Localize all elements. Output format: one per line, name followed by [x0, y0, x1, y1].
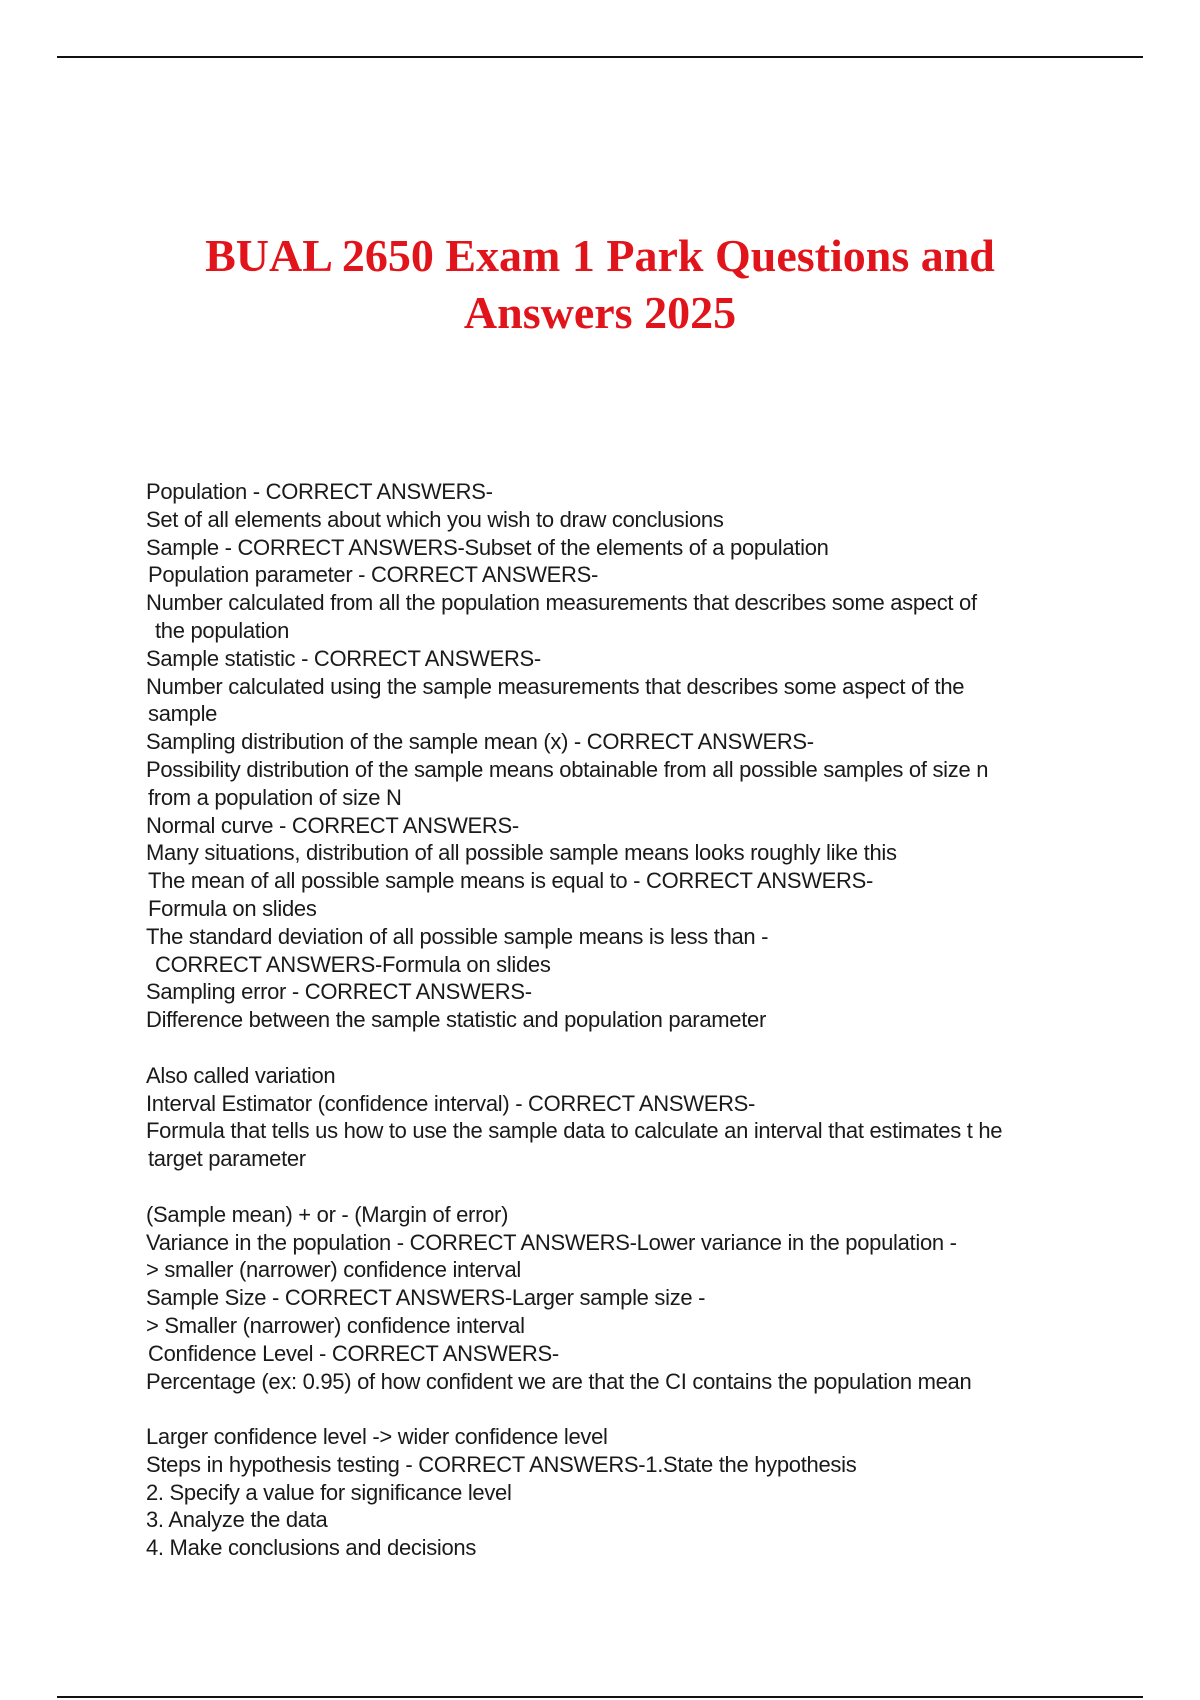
- body-line: Sample statistic - CORRECT ANSWERS-: [146, 645, 541, 671]
- blank-line: [146, 1034, 1146, 1062]
- body-line: Formula that tells us how to use the sample data to calculate an interval that estimates t he: [146, 1118, 1003, 1144]
- body-line: Sampling distribution of the sample mean (x) - CORRECT ANSWERS-: [146, 729, 814, 755]
- body-line: Interval Estimator (confidence interval) - CORRECT ANSWERS-: [146, 1090, 756, 1116]
- document-title: [60, 227, 1140, 341]
- body-line: Larger confidence level -> wider confidence level: [146, 1424, 608, 1450]
- body-line: Sample - CORRECT ANSWERS-Subset of the elements of a population: [146, 534, 829, 560]
- body-line: Also called variation: [146, 1062, 336, 1088]
- top-rule: [57, 56, 1143, 58]
- body-line: Number calculated from all the population measurements that describes some aspect of: [146, 590, 977, 616]
- body-line: from a population of size N: [148, 784, 402, 810]
- body-line: Possibility distribution of the sample means obtainable from all possible samples of size n: [146, 756, 989, 782]
- blank-line: [146, 1173, 1146, 1201]
- body-line: > Smaller (narrower) confidence interval: [146, 1312, 525, 1338]
- body-line: Number calculated using the sample measurements that describes some aspect of the: [146, 673, 965, 699]
- body-line: the population: [155, 617, 290, 643]
- body-line: The mean of all possible sample means is equal to - CORRECT ANSWERS-: [148, 868, 874, 894]
- body-line: > smaller (narrower) confidence interval: [146, 1257, 521, 1283]
- body-line: sample: [148, 701, 218, 727]
- body-line: Population - CORRECT ANSWERS-: [146, 479, 493, 504]
- body-line: Sample Size - CORRECT ANSWERS-Larger sample size -: [146, 1285, 706, 1311]
- body-line: Set of all elements about which you wish to draw conclusions: [146, 506, 724, 532]
- body-line: Confidence Level - CORRECT ANSWERS-: [148, 1340, 559, 1366]
- blank-line: [146, 1395, 1146, 1423]
- title-line-2: Answers 2025: [463, 287, 737, 338]
- body-line: Formula on slides: [148, 895, 317, 921]
- body-line: Normal curve - CORRECT ANSWERS-: [146, 812, 519, 838]
- body-line: Difference between the sample statistic and population parameter: [146, 1007, 766, 1033]
- body-line: Variance in the population - CORRECT ANSWERS-Lower variance in the population -: [146, 1229, 957, 1255]
- body-line: Steps in hypothesis testing - CORRECT ANSWERS-1.State the hypothesis: [146, 1451, 857, 1477]
- document-body: [146, 478, 1146, 1562]
- body-line: 3. Analyze the data: [146, 1507, 328, 1533]
- body-line: CORRECT ANSWERS-Formula on slides: [155, 951, 551, 977]
- bottom-rule: [57, 1696, 1143, 1698]
- title-line-1: BUAL 2650 Exam 1 Park Questions and: [205, 230, 995, 281]
- body-line: Percentage (ex: 0.95) of how confident we are that the CI contains the population mean: [146, 1368, 972, 1394]
- body-line: Sampling error - CORRECT ANSWERS-: [146, 979, 532, 1005]
- body-line: The standard deviation of all possible sample means is less than -: [146, 923, 769, 949]
- body-line: Many situations, distribution of all possible sample means looks roughly like this: [146, 840, 897, 866]
- body-line: 2. Specify a value for significance level: [146, 1479, 512, 1505]
- body-line: target parameter: [148, 1146, 306, 1172]
- body-line: (Sample mean) + or - (Margin of error): [146, 1201, 509, 1227]
- body-line: Population parameter - CORRECT ANSWERS-: [148, 562, 599, 588]
- body-line: 4. Make conclusions and decisions: [146, 1535, 477, 1561]
